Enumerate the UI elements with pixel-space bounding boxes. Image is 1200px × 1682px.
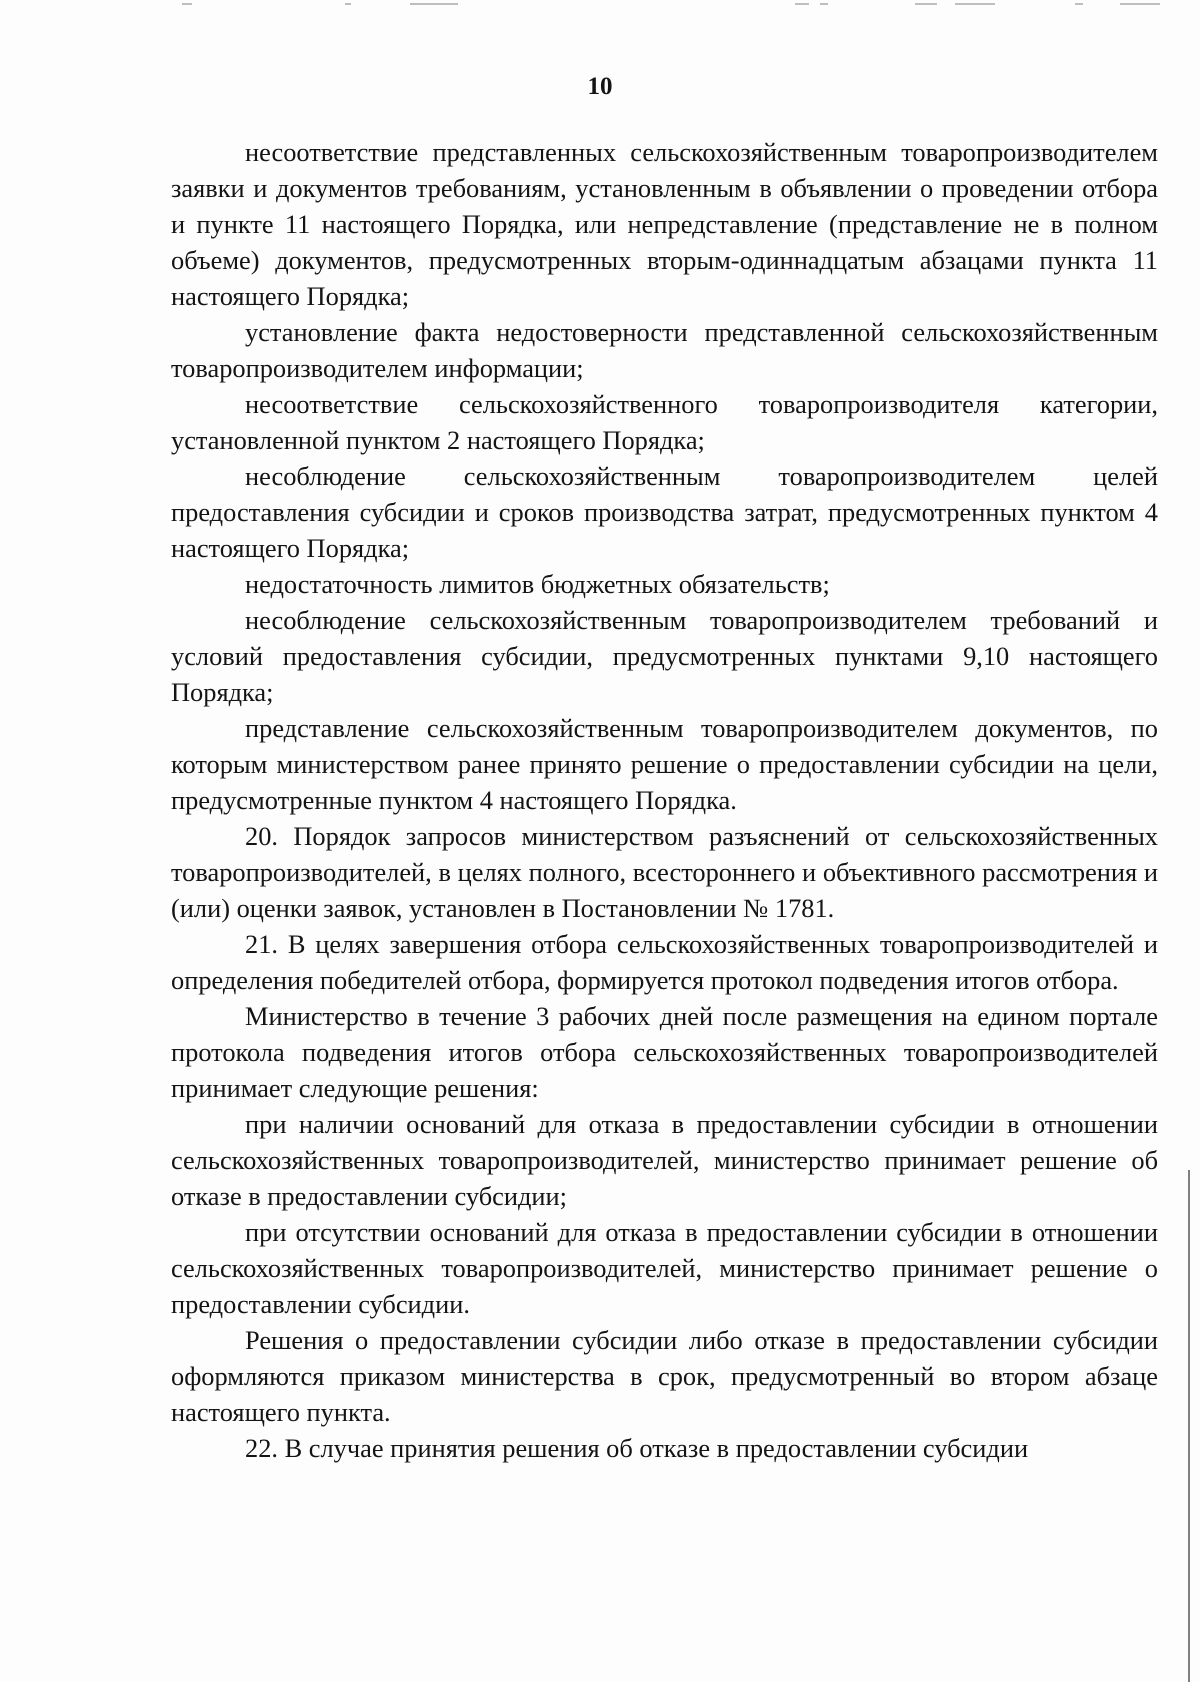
- paragraph: несоблюдение сельскохозяйственным товаропроизводителем требований и условий предоставления субсидии, предусмотренных пунктами 9,10 настоящего Порядка;: [171, 605, 1158, 707]
- scan-edge-marks: [0, 0, 1200, 14]
- paragraph: несоответствие представленных сельскохозяйственным товаропроизводителем заявки и документов требованиям, установленным в объявлении о проведении отбора и пункте 11 настоящего Порядка, или непредставление (представление не в полном объеме) документов, предусмотренных вторым-одиннадцатым абзацами пункта 11 настоящего Порядка;: [171, 137, 1158, 311]
- paragraph: несоответствие сельскохозяйственного товаропроизводителя категории, установленной пунктом 2 настоящего Порядка;: [171, 389, 1158, 455]
- paragraph: недостаточность лимитов бюджетных обязательств;: [245, 569, 830, 599]
- paragraph-item-22: 22. В случае принятия решения об отказе в предоставлении субсидии: [245, 1433, 1029, 1463]
- paragraph: Министерство в течение 3 рабочих дней после размещения на едином портале протокола подведения итогов отбора сельскохозяйственных товаропроизводителей принимает следующие решения:: [171, 1001, 1158, 1103]
- scan-edge-line: [1188, 1170, 1190, 1682]
- paragraph-item-20: 20. Порядок запросов министерством разъяснений от сельскохозяйственных товаропроизводителей, в целях полного, всестороннего и объективного рассмотрения и (или) оценки заявок, установлен в Постановлении № 1781.: [171, 821, 1158, 923]
- paragraph: Решения о предоставлении субсидии либо отказе в предоставлении субсидии оформляются приказом министерства в срок, предусмотренный во втором абзаце настоящего пункта.: [171, 1325, 1158, 1427]
- document-body: [171, 134, 1158, 1466]
- paragraph: несоблюдение сельскохозяйственным товаропроизводителем целей предоставления субсидии и сроков производства затрат, предусмотренных пунктом 4 настоящего Порядка;: [171, 461, 1158, 563]
- paragraph: при наличии оснований для отказа в предоставлении субсидии в отношении сельскохозяйственных товаропроизводителей, министерство принимает решение об отказе в предоставлении субсидии;: [171, 1109, 1158, 1211]
- paragraph: представление сельскохозяйственным товаропроизводителем документов, по которым министерством ранее принято решение о предоставлении субсидии на цели, предусмотренные пунктом 4 настоящего Порядка.: [171, 713, 1158, 815]
- page-number: 10: [587, 73, 613, 100]
- paragraph: при отсутствии оснований для отказа в предоставлении субсидии в отношении сельскохозяйственных товаропроизводителей, министерство принимает решение о предоставлении субсидии.: [171, 1217, 1158, 1319]
- paragraph: установление факта недостоверности представленной сельскохозяйственным товаропроизводителем информации;: [171, 317, 1158, 383]
- paragraph-item-21: 21. В целях завершения отбора сельскохозяйственных товаропроизводителей и определения победителей отбора, формируется протокол подведения итогов отбора.: [171, 929, 1158, 995]
